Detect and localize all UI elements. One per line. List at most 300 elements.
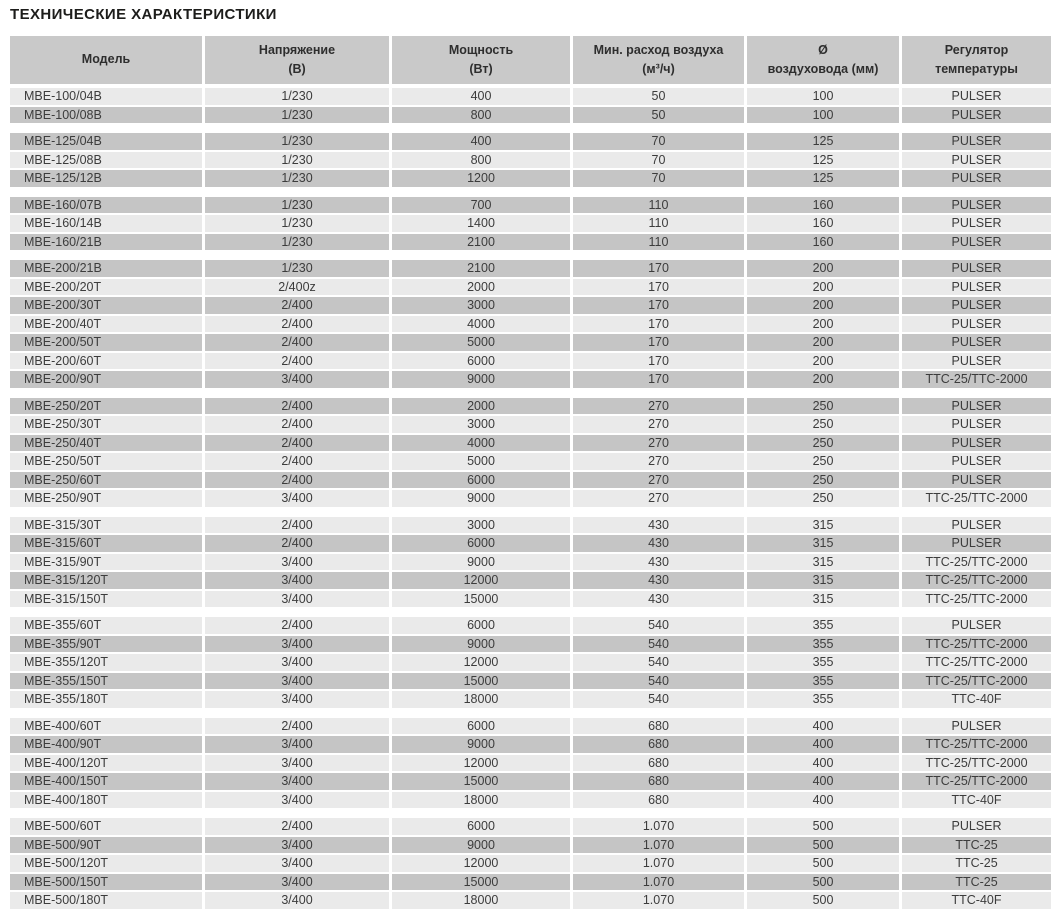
diameter-cell: 315 bbox=[747, 591, 899, 608]
airflow-cell: 430 bbox=[573, 572, 744, 589]
regulator-cell: TTC-25/TTC-2000 bbox=[902, 636, 1051, 653]
model-cell: MBE-200/20T bbox=[10, 279, 202, 296]
voltage-cell: 3/400 bbox=[205, 673, 389, 690]
diameter-cell: 125 bbox=[747, 133, 899, 150]
power-cell: 6000 bbox=[392, 818, 570, 835]
table-body bbox=[10, 88, 1051, 909]
power-cell: 4000 bbox=[392, 435, 570, 452]
airflow-cell: 680 bbox=[573, 736, 744, 753]
model-cell: MBE-250/90T bbox=[10, 490, 202, 507]
airflow-cell: 170 bbox=[573, 371, 744, 388]
diameter-cell: 100 bbox=[747, 88, 899, 105]
voltage-cell: 2/400 bbox=[205, 535, 389, 552]
table-row bbox=[10, 736, 1051, 753]
table-row bbox=[10, 673, 1051, 690]
diameter-cell: 160 bbox=[747, 215, 899, 232]
table-row bbox=[10, 554, 1051, 571]
voltage-cell: 2/400 bbox=[205, 334, 389, 351]
regulator-cell: PULSER bbox=[902, 197, 1051, 214]
airflow-cell: 680 bbox=[573, 792, 744, 809]
table-row bbox=[10, 435, 1051, 452]
voltage-cell: 3/400 bbox=[205, 755, 389, 772]
model-cell: MBE-400/120T bbox=[10, 755, 202, 772]
model-cell: MBE-500/180T bbox=[10, 892, 202, 909]
power-cell: 3000 bbox=[392, 517, 570, 534]
power-cell: 6000 bbox=[392, 617, 570, 634]
regulator-cell: TTC-25/TTC-2000 bbox=[902, 673, 1051, 690]
table-row bbox=[10, 591, 1051, 608]
regulator-cell: PULSER bbox=[902, 472, 1051, 489]
diameter-cell: 400 bbox=[747, 736, 899, 753]
airflow-cell: 430 bbox=[573, 517, 744, 534]
voltage-cell: 1/230 bbox=[205, 170, 389, 187]
airflow-cell: 270 bbox=[573, 490, 744, 507]
diameter-cell: 250 bbox=[747, 472, 899, 489]
model-cell: MBE-200/90T bbox=[10, 371, 202, 388]
voltage-cell: 3/400 bbox=[205, 572, 389, 589]
model-cell: MBE-400/150T bbox=[10, 773, 202, 790]
power-cell: 12000 bbox=[392, 572, 570, 589]
airflow-cell: 1.070 bbox=[573, 837, 744, 854]
airflow-cell: 110 bbox=[573, 234, 744, 251]
voltage-cell: 2/400 bbox=[205, 297, 389, 314]
regulator-cell: PULSER bbox=[902, 617, 1051, 634]
diameter-cell: 200 bbox=[747, 316, 899, 333]
table-row bbox=[10, 773, 1051, 790]
regulator-cell: TTC-40F bbox=[902, 792, 1051, 809]
voltage-cell: 1/230 bbox=[205, 88, 389, 105]
table-row bbox=[10, 892, 1051, 909]
power-cell: 9000 bbox=[392, 554, 570, 571]
voltage-cell: 2/400 bbox=[205, 818, 389, 835]
airflow-cell: 70 bbox=[573, 170, 744, 187]
diameter-cell: 400 bbox=[747, 773, 899, 790]
model-cell: MBE-160/14B bbox=[10, 215, 202, 232]
voltage-cell: 3/400 bbox=[205, 636, 389, 653]
power-cell: 2100 bbox=[392, 260, 570, 277]
table-row bbox=[10, 371, 1051, 388]
table-row bbox=[10, 152, 1051, 169]
airflow-cell: 170 bbox=[573, 334, 744, 351]
diameter-cell: 400 bbox=[747, 792, 899, 809]
voltage-cell: 3/400 bbox=[205, 691, 389, 708]
diameter-cell: 200 bbox=[747, 371, 899, 388]
table-header-row bbox=[10, 36, 1051, 84]
power-cell: 400 bbox=[392, 133, 570, 150]
diameter-cell: 200 bbox=[747, 260, 899, 277]
diameter-cell: 500 bbox=[747, 837, 899, 854]
regulator-cell: PULSER bbox=[902, 353, 1051, 370]
voltage-cell: 2/400 bbox=[205, 398, 389, 415]
regulator-cell: PULSER bbox=[902, 107, 1051, 124]
diameter-cell: 250 bbox=[747, 453, 899, 470]
table-row bbox=[10, 260, 1051, 277]
voltage-cell: 3/400 bbox=[205, 773, 389, 790]
column-header-voltage bbox=[205, 36, 389, 84]
table-row bbox=[10, 517, 1051, 534]
voltage-cell: 1/230 bbox=[205, 260, 389, 277]
diameter-cell: 500 bbox=[747, 874, 899, 891]
voltage-cell: 2/400 bbox=[205, 353, 389, 370]
airflow-cell: 50 bbox=[573, 107, 744, 124]
regulator-cell: PULSER bbox=[902, 334, 1051, 351]
model-cell: MBE-400/180T bbox=[10, 792, 202, 809]
regulator-cell: TTC-25/TTC-2000 bbox=[902, 654, 1051, 671]
power-cell: 3000 bbox=[392, 416, 570, 433]
model-cell: MBE-500/120T bbox=[10, 855, 202, 872]
regulator-cell: TTC-25/TTC-2000 bbox=[902, 773, 1051, 790]
voltage-cell: 1/230 bbox=[205, 215, 389, 232]
table-row bbox=[10, 755, 1051, 772]
column-header-diameter-line1: Ø bbox=[818, 42, 828, 57]
model-cell: MBE-355/60T bbox=[10, 617, 202, 634]
airflow-cell: 170 bbox=[573, 353, 744, 370]
table-row bbox=[10, 279, 1051, 296]
voltage-cell: 1/230 bbox=[205, 107, 389, 124]
table-row bbox=[10, 874, 1051, 891]
voltage-cell: 3/400 bbox=[205, 371, 389, 388]
voltage-cell: 3/400 bbox=[205, 654, 389, 671]
power-cell: 9000 bbox=[392, 837, 570, 854]
model-cell: MBE-200/50T bbox=[10, 334, 202, 351]
diameter-cell: 315 bbox=[747, 517, 899, 534]
airflow-cell: 1.070 bbox=[573, 892, 744, 909]
column-header-diameter-line2: воздуховода (мм) bbox=[767, 61, 879, 76]
regulator-cell: TTC-25/TTC-2000 bbox=[902, 736, 1051, 753]
diameter-cell: 400 bbox=[747, 755, 899, 772]
table-row bbox=[10, 353, 1051, 370]
diameter-cell: 160 bbox=[747, 234, 899, 251]
power-cell: 12000 bbox=[392, 855, 570, 872]
airflow-cell: 110 bbox=[573, 197, 744, 214]
voltage-cell: 2/400z bbox=[205, 279, 389, 296]
voltage-cell: 1/230 bbox=[205, 133, 389, 150]
diameter-cell: 250 bbox=[747, 398, 899, 415]
regulator-cell: TTC-40F bbox=[902, 892, 1051, 909]
regulator-cell: PULSER bbox=[902, 215, 1051, 232]
table-row bbox=[10, 818, 1051, 835]
regulator-cell: TTC-25 bbox=[902, 874, 1051, 891]
model-cell: MBE-100/08B bbox=[10, 107, 202, 124]
model-cell: MBE-200/30T bbox=[10, 297, 202, 314]
regulator-cell: PULSER bbox=[902, 234, 1051, 251]
column-header-power bbox=[392, 36, 570, 84]
airflow-cell: 270 bbox=[573, 416, 744, 433]
diameter-cell: 200 bbox=[747, 334, 899, 351]
voltage-cell: 3/400 bbox=[205, 792, 389, 809]
regulator-cell: TTC-40F bbox=[902, 691, 1051, 708]
model-cell: MBE-315/60T bbox=[10, 535, 202, 552]
airflow-cell: 540 bbox=[573, 673, 744, 690]
airflow-cell: 1.070 bbox=[573, 874, 744, 891]
power-cell: 9000 bbox=[392, 636, 570, 653]
model-cell: MBE-500/90T bbox=[10, 837, 202, 854]
power-cell: 2100 bbox=[392, 234, 570, 251]
table-row bbox=[10, 398, 1051, 415]
regulator-cell: PULSER bbox=[902, 453, 1051, 470]
diameter-cell: 355 bbox=[747, 636, 899, 653]
table-row bbox=[10, 855, 1051, 872]
voltage-cell: 2/400 bbox=[205, 517, 389, 534]
voltage-cell: 1/230 bbox=[205, 152, 389, 169]
power-cell: 1400 bbox=[392, 215, 570, 232]
column-header-airflow-line1: Мин. расход воздуха bbox=[593, 42, 724, 57]
voltage-cell: 2/400 bbox=[205, 617, 389, 634]
model-cell: MBE-500/60T bbox=[10, 818, 202, 835]
power-cell: 6000 bbox=[392, 718, 570, 735]
regulator-cell: TTC-25/TTC-2000 bbox=[902, 490, 1051, 507]
diameter-cell: 315 bbox=[747, 572, 899, 589]
airflow-cell: 540 bbox=[573, 617, 744, 634]
power-cell: 9000 bbox=[392, 490, 570, 507]
regulator-cell: PULSER bbox=[902, 152, 1051, 169]
model-cell: MBE-400/60T bbox=[10, 718, 202, 735]
diameter-cell: 500 bbox=[747, 892, 899, 909]
table-row bbox=[10, 170, 1051, 187]
airflow-cell: 50 bbox=[573, 88, 744, 105]
airflow-cell: 170 bbox=[573, 316, 744, 333]
regulator-cell: PULSER bbox=[902, 133, 1051, 150]
voltage-cell: 3/400 bbox=[205, 892, 389, 909]
model-cell: MBE-315/150T bbox=[10, 591, 202, 608]
power-cell: 6000 bbox=[392, 535, 570, 552]
power-cell: 18000 bbox=[392, 691, 570, 708]
power-cell: 15000 bbox=[392, 673, 570, 690]
regulator-cell: TTC-25/TTC-2000 bbox=[902, 554, 1051, 571]
diameter-cell: 250 bbox=[747, 490, 899, 507]
diameter-cell: 355 bbox=[747, 654, 899, 671]
diameter-cell: 250 bbox=[747, 435, 899, 452]
diameter-cell: 200 bbox=[747, 279, 899, 296]
power-cell: 9000 bbox=[392, 371, 570, 388]
voltage-cell: 3/400 bbox=[205, 855, 389, 872]
airflow-cell: 170 bbox=[573, 297, 744, 314]
voltage-cell: 2/400 bbox=[205, 472, 389, 489]
diameter-cell: 250 bbox=[747, 416, 899, 433]
model-cell: MBE-125/04B bbox=[10, 133, 202, 150]
airflow-cell: 430 bbox=[573, 554, 744, 571]
column-header-model-line1: Модель bbox=[81, 52, 131, 67]
diameter-cell: 355 bbox=[747, 673, 899, 690]
power-cell: 6000 bbox=[392, 472, 570, 489]
table-row bbox=[10, 718, 1051, 735]
table-row bbox=[10, 617, 1051, 634]
model-cell: MBE-355/120T bbox=[10, 654, 202, 671]
power-cell: 800 bbox=[392, 152, 570, 169]
model-cell: MBE-125/12B bbox=[10, 170, 202, 187]
column-header-airflow bbox=[573, 36, 744, 84]
airflow-cell: 270 bbox=[573, 453, 744, 470]
column-header-diameter bbox=[747, 36, 899, 84]
column-header-voltage-line1: Напряжение bbox=[258, 42, 336, 57]
power-cell: 12000 bbox=[392, 654, 570, 671]
diameter-cell: 160 bbox=[747, 197, 899, 214]
regulator-cell: TTC-25/TTC-2000 bbox=[902, 371, 1051, 388]
specs-table bbox=[10, 36, 1051, 919]
power-cell: 15000 bbox=[392, 591, 570, 608]
airflow-cell: 110 bbox=[573, 215, 744, 232]
column-header-model bbox=[10, 36, 202, 84]
regulator-cell: PULSER bbox=[902, 279, 1051, 296]
model-cell: MBE-250/40T bbox=[10, 435, 202, 452]
regulator-cell: PULSER bbox=[902, 297, 1051, 314]
regulator-cell: TTC-25/TTC-2000 bbox=[902, 755, 1051, 772]
model-cell: MBE-315/30T bbox=[10, 517, 202, 534]
power-cell: 12000 bbox=[392, 755, 570, 772]
model-cell: MBE-355/180T bbox=[10, 691, 202, 708]
diameter-cell: 125 bbox=[747, 170, 899, 187]
power-cell: 2000 bbox=[392, 398, 570, 415]
regulator-cell: PULSER bbox=[902, 435, 1051, 452]
power-cell: 3000 bbox=[392, 297, 570, 314]
airflow-cell: 270 bbox=[573, 435, 744, 452]
table-row bbox=[10, 334, 1051, 351]
diameter-cell: 355 bbox=[747, 691, 899, 708]
table-row bbox=[10, 792, 1051, 809]
airflow-cell: 170 bbox=[573, 279, 744, 296]
table-row bbox=[10, 107, 1051, 124]
regulator-cell: PULSER bbox=[902, 818, 1051, 835]
voltage-cell: 3/400 bbox=[205, 490, 389, 507]
model-cell: MBE-160/07B bbox=[10, 197, 202, 214]
power-cell: 2000 bbox=[392, 279, 570, 296]
voltage-cell: 2/400 bbox=[205, 316, 389, 333]
table-row bbox=[10, 691, 1051, 708]
column-header-regulator-line1: Регулятор bbox=[944, 42, 1009, 57]
voltage-cell: 3/400 bbox=[205, 591, 389, 608]
power-cell: 15000 bbox=[392, 874, 570, 891]
regulator-cell: PULSER bbox=[902, 718, 1051, 735]
airflow-cell: 170 bbox=[573, 260, 744, 277]
table-row bbox=[10, 453, 1051, 470]
power-cell: 4000 bbox=[392, 316, 570, 333]
table-row bbox=[10, 535, 1051, 552]
diameter-cell: 500 bbox=[747, 855, 899, 872]
diameter-cell: 315 bbox=[747, 535, 899, 552]
voltage-cell: 1/230 bbox=[205, 197, 389, 214]
voltage-cell: 2/400 bbox=[205, 435, 389, 452]
table-row bbox=[10, 472, 1051, 489]
table-row bbox=[10, 416, 1051, 433]
model-cell: MBE-100/04B bbox=[10, 88, 202, 105]
airflow-cell: 1.070 bbox=[573, 818, 744, 835]
model-cell: MBE-200/60T bbox=[10, 353, 202, 370]
airflow-cell: 540 bbox=[573, 636, 744, 653]
diameter-cell: 315 bbox=[747, 554, 899, 571]
column-header-power-line2: (Вт) bbox=[469, 61, 493, 76]
power-cell: 9000 bbox=[392, 736, 570, 753]
table-row bbox=[10, 197, 1051, 214]
power-cell: 18000 bbox=[392, 792, 570, 809]
airflow-cell: 270 bbox=[573, 398, 744, 415]
table-row bbox=[10, 215, 1051, 232]
regulator-cell: PULSER bbox=[902, 88, 1051, 105]
column-header-regulator bbox=[902, 36, 1051, 84]
diameter-cell: 400 bbox=[747, 718, 899, 735]
table-row bbox=[10, 837, 1051, 854]
column-header-voltage-line2: (В) bbox=[288, 61, 306, 76]
voltage-cell: 3/400 bbox=[205, 736, 389, 753]
power-cell: 6000 bbox=[392, 353, 570, 370]
table-row bbox=[10, 654, 1051, 671]
table-row bbox=[10, 133, 1051, 150]
diameter-cell: 100 bbox=[747, 107, 899, 124]
model-cell: MBE-400/90T bbox=[10, 736, 202, 753]
diameter-cell: 200 bbox=[747, 297, 899, 314]
power-cell: 700 bbox=[392, 197, 570, 214]
power-cell: 400 bbox=[392, 88, 570, 105]
airflow-cell: 540 bbox=[573, 654, 744, 671]
table-row bbox=[10, 572, 1051, 589]
model-cell: MBE-160/21B bbox=[10, 234, 202, 251]
voltage-cell: 2/400 bbox=[205, 718, 389, 735]
model-cell: MBE-250/20T bbox=[10, 398, 202, 415]
power-cell: 18000 bbox=[392, 892, 570, 909]
column-header-regulator-line2: температуры bbox=[935, 61, 1018, 76]
table-row bbox=[10, 297, 1051, 314]
voltage-cell: 3/400 bbox=[205, 554, 389, 571]
airflow-cell: 430 bbox=[573, 591, 744, 608]
airflow-cell: 70 bbox=[573, 152, 744, 169]
airflow-cell: 70 bbox=[573, 133, 744, 150]
model-cell: MBE-315/90T bbox=[10, 554, 202, 571]
voltage-cell: 3/400 bbox=[205, 837, 389, 854]
model-cell: MBE-315/120T bbox=[10, 572, 202, 589]
regulator-cell: PULSER bbox=[902, 170, 1051, 187]
regulator-cell: PULSER bbox=[902, 517, 1051, 534]
diameter-cell: 500 bbox=[747, 818, 899, 835]
airflow-cell: 680 bbox=[573, 718, 744, 735]
regulator-cell: PULSER bbox=[902, 535, 1051, 552]
power-cell: 5000 bbox=[392, 334, 570, 351]
voltage-cell: 3/400 bbox=[205, 874, 389, 891]
airflow-cell: 680 bbox=[573, 773, 744, 790]
regulator-cell: TTC-25 bbox=[902, 855, 1051, 872]
page-title: ТЕХНИЧЕСКИЕ ХАРАКТЕРИСТИКИ bbox=[10, 6, 277, 23]
airflow-cell: 1.070 bbox=[573, 855, 744, 872]
airflow-cell: 430 bbox=[573, 535, 744, 552]
column-header-airflow-line2: (м³/ч) bbox=[642, 61, 675, 76]
model-cell: MBE-250/50T bbox=[10, 453, 202, 470]
voltage-cell: 2/400 bbox=[205, 416, 389, 433]
regulator-cell: TTC-25/TTC-2000 bbox=[902, 591, 1051, 608]
model-cell: MBE-200/40T bbox=[10, 316, 202, 333]
power-cell: 5000 bbox=[392, 453, 570, 470]
model-cell: MBE-125/08B bbox=[10, 152, 202, 169]
column-header-power-line1: Мощность bbox=[448, 42, 514, 57]
voltage-cell: 1/230 bbox=[205, 234, 389, 251]
power-cell: 1200 bbox=[392, 170, 570, 187]
model-cell: MBE-355/90T bbox=[10, 636, 202, 653]
regulator-cell: PULSER bbox=[902, 316, 1051, 333]
model-cell: MBE-500/150T bbox=[10, 874, 202, 891]
regulator-cell: TTC-25 bbox=[902, 837, 1051, 854]
table-row bbox=[10, 490, 1051, 507]
table-row bbox=[10, 316, 1051, 333]
regulator-cell: TTC-25/TTC-2000 bbox=[902, 572, 1051, 589]
diameter-cell: 125 bbox=[747, 152, 899, 169]
table-row bbox=[10, 636, 1051, 653]
voltage-cell: 2/400 bbox=[205, 453, 389, 470]
airflow-cell: 680 bbox=[573, 755, 744, 772]
regulator-cell: PULSER bbox=[902, 398, 1051, 415]
model-cell: MBE-250/30T bbox=[10, 416, 202, 433]
airflow-cell: 540 bbox=[573, 691, 744, 708]
diameter-cell: 355 bbox=[747, 617, 899, 634]
power-cell: 15000 bbox=[392, 773, 570, 790]
model-cell: MBE-250/60T bbox=[10, 472, 202, 489]
model-cell: MBE-355/150T bbox=[10, 673, 202, 690]
